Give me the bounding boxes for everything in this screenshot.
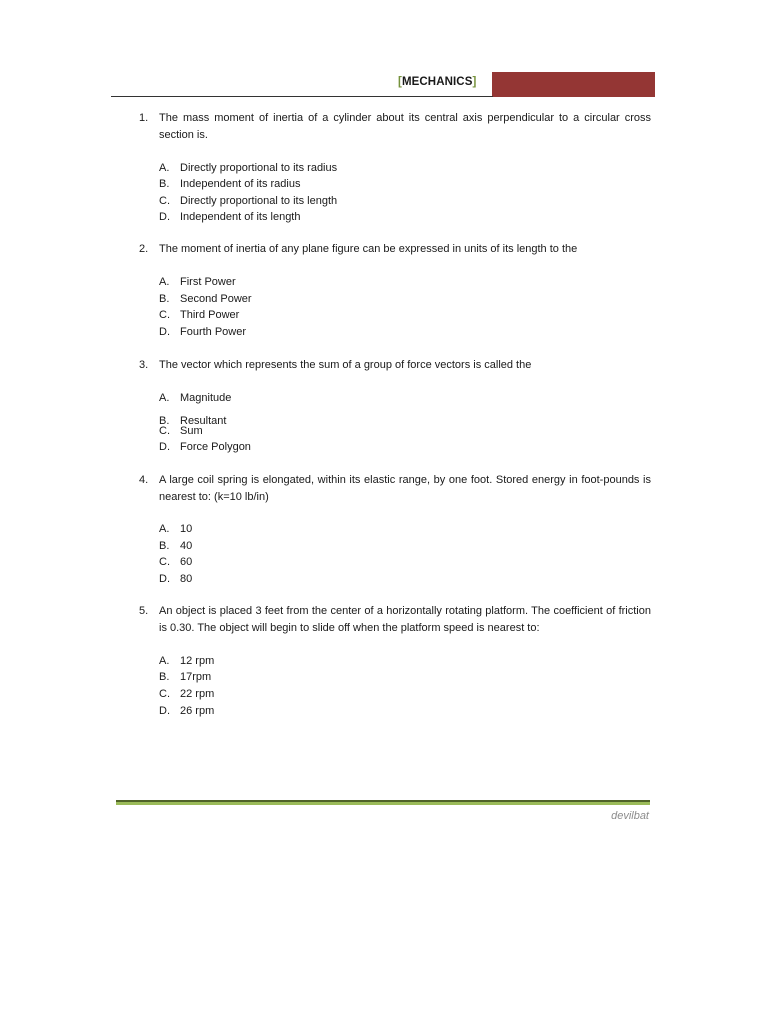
question-text: The moment of inertia of any plane figure can be expressed in units of its length to the xyxy=(159,243,578,255)
option-text: Force Polygon xyxy=(180,441,251,453)
option-letter: A. xyxy=(159,392,170,404)
header-title-text: MECHANICS xyxy=(401,76,473,88)
option-text: 80 xyxy=(180,573,193,585)
question-3-option-d xyxy=(159,440,251,454)
question-text: The mass moment of inertia of a cylinder about its central axis perpendicular to a circular cross section is. xyxy=(159,112,651,141)
question-5-option-a xyxy=(159,654,214,668)
option-text: 10 xyxy=(180,523,193,535)
option-letter: C. xyxy=(159,688,170,700)
question-number: 5. xyxy=(139,605,149,617)
question-5-option-b xyxy=(159,670,211,684)
question-4 xyxy=(139,472,651,505)
header-rule xyxy=(111,96,493,97)
option-text: 17rpm xyxy=(180,671,212,683)
option-letter: B. xyxy=(159,540,170,552)
option-text: Directly proportional to its length xyxy=(180,195,338,207)
question-text: An object is placed 3 feet from the center of a horizontally rotating platform. The coefficient of friction is 0.30. The object will begin to slide off when the platform speed is nearest to: xyxy=(159,605,651,634)
option-letter: C. xyxy=(159,556,170,568)
option-letter: C. xyxy=(159,425,170,437)
option-text: 40 xyxy=(180,540,193,552)
header-close-bracket: ] xyxy=(472,76,477,88)
question-5-option-c xyxy=(159,687,214,701)
option-text: Fourth Power xyxy=(180,326,247,338)
question-number: 4. xyxy=(139,474,149,486)
header-accent-block xyxy=(492,72,655,97)
question-2-option-d xyxy=(159,325,246,339)
option-letter: B. xyxy=(159,178,170,190)
option-letter: C. xyxy=(159,309,170,321)
option-letter: A. xyxy=(159,162,170,174)
option-text: Magnitude xyxy=(180,392,232,404)
question-text: The vector which represents the sum of a group of force vectors is called the xyxy=(159,359,532,371)
question-text: A large coil spring is elongated, within its elastic range, by one foot. Stored energy in foot-pounds is nearest to: (k=10 lb/in) xyxy=(159,474,651,503)
option-text: Independent of its length xyxy=(180,211,301,223)
question-2-option-c xyxy=(159,308,239,322)
option-text: Independent of its radius xyxy=(180,178,301,190)
option-text: 12 rpm xyxy=(180,655,215,667)
question-2-option-b xyxy=(159,292,252,306)
option-letter: B. xyxy=(159,293,170,305)
option-letter: D. xyxy=(159,211,170,223)
question-1 xyxy=(139,110,651,143)
option-text: 26 rpm xyxy=(180,705,215,717)
question-3 xyxy=(139,357,651,374)
option-letter: D. xyxy=(159,441,170,453)
page-header-title xyxy=(398,76,476,88)
question-4-option-d xyxy=(159,572,192,586)
question-number: 1. xyxy=(139,112,149,124)
question-1-option-c xyxy=(159,194,337,208)
option-letter: A. xyxy=(159,523,170,535)
question-2 xyxy=(139,241,651,258)
option-letter: A. xyxy=(159,655,170,667)
option-letter: B. xyxy=(159,415,170,427)
option-letter: A. xyxy=(159,276,170,288)
option-text: Directly proportional to its radius xyxy=(180,162,338,174)
option-text: First Power xyxy=(180,276,236,288)
question-1-option-d xyxy=(159,210,300,224)
option-text: Sum xyxy=(180,425,203,437)
question-4-option-c xyxy=(159,555,192,569)
question-number: 3. xyxy=(139,359,149,371)
question-3-option-a xyxy=(159,391,231,405)
question-4-option-b xyxy=(159,539,192,553)
footer-author: devilbat xyxy=(611,810,649,822)
question-3-option-c xyxy=(159,424,203,438)
question-1-option-a xyxy=(159,161,337,175)
question-5-option-d xyxy=(159,704,214,718)
question-4-option-a xyxy=(159,522,192,536)
header-open-bracket: [ xyxy=(398,76,402,88)
footer-rule-light xyxy=(116,802,650,805)
question-number: 2. xyxy=(139,243,149,255)
option-letter: B. xyxy=(159,671,170,683)
question-1-option-b xyxy=(159,177,300,191)
question-5 xyxy=(139,603,651,636)
option-letter: D. xyxy=(159,705,170,717)
option-letter: D. xyxy=(159,573,170,585)
option-letter: D. xyxy=(159,326,170,338)
option-text: Second Power xyxy=(180,293,252,305)
option-text: 60 xyxy=(180,556,193,568)
question-2-option-a xyxy=(159,275,236,289)
option-letter: C. xyxy=(159,195,170,207)
option-text: 22 rpm xyxy=(180,688,215,700)
option-text: Resultant xyxy=(180,415,227,427)
option-text: Third Power xyxy=(180,309,240,321)
